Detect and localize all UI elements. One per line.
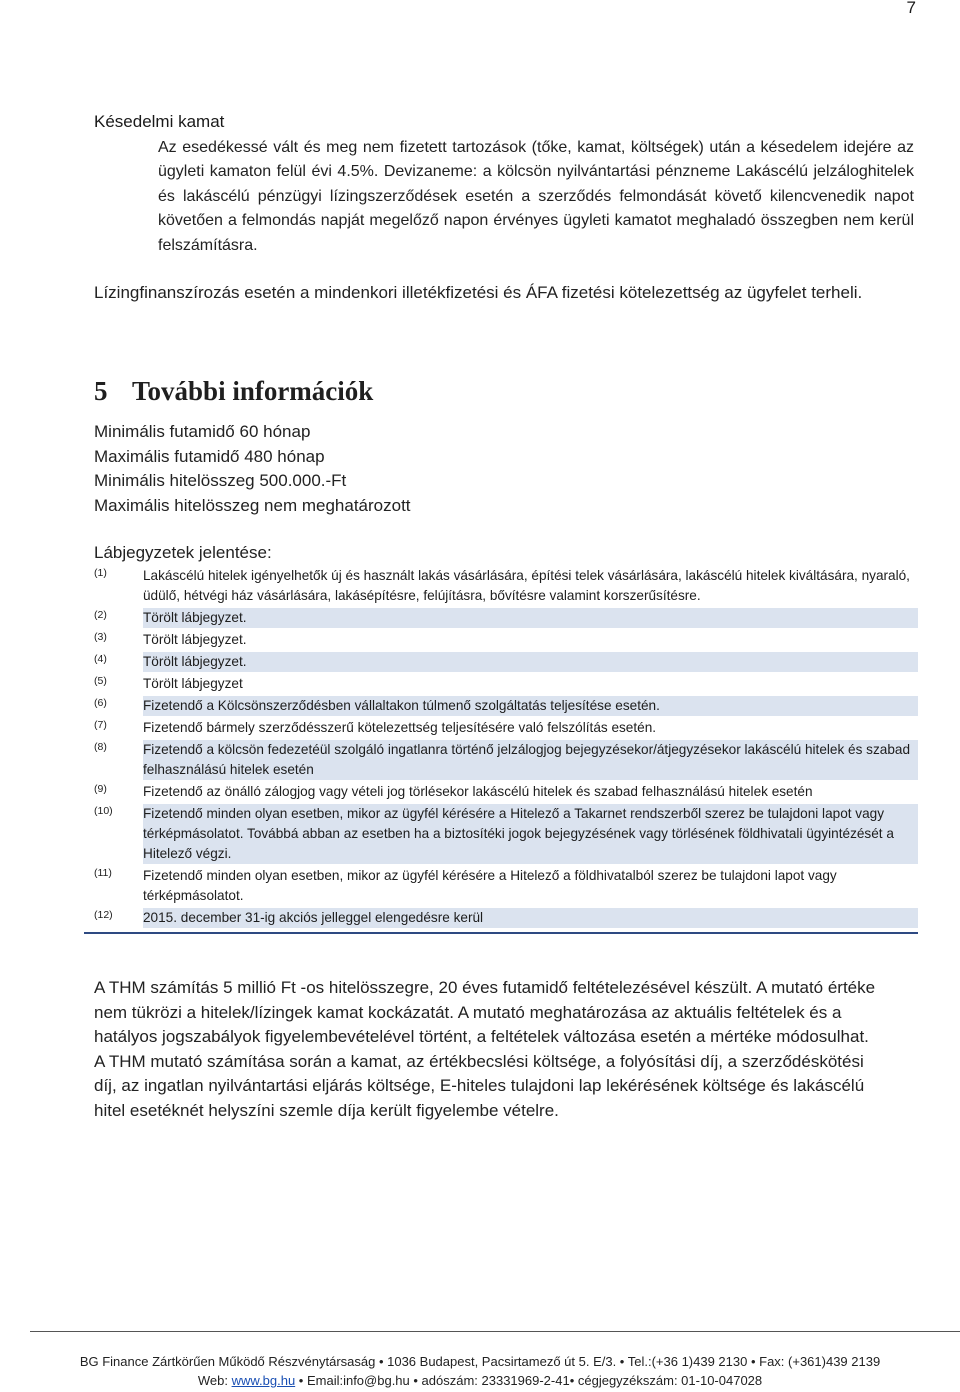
footnote-text: Törölt lábjegyzet <box>143 676 243 691</box>
footnotes-heading: Lábjegyzetek jelentése: <box>94 543 272 562</box>
footnotes-table <box>84 566 918 934</box>
thm-explanation <box>94 976 884 1124</box>
thm-paragraph-1: A THM számítás 5 millió Ft -os hitelösszegre, 20 éves futamidő feltételezésével készült. A mutató értéke nem tükrözi a hitelek/lízingek kamat kockázatát. A mutató meghatározása az aktuális feltételek és a hatályos jogszabályok figyelembevételével történt, a feltételek változása esetén a mértéke módosulhat. <box>94 978 876 1047</box>
footnote-row <box>84 718 918 738</box>
footnote-text: Fizetendő bármely szerződésszerű kötelezettség teljesítésére való felszólítás esetén. <box>143 720 657 735</box>
footnote-text: Fizetendő minden olyan esetben, mikor az ügyfél kérésére a Hitelező a Takarnet rendszerből szerez be tulajdoni lapot vagy térképmásolatot. Továbbá abban az esetben ha a biztosítéki jogok bejegyzésének vagy törlésének földhivatali ügyintézését a Hitelező végzi. <box>143 804 918 864</box>
page-footer <box>0 1352 960 1390</box>
footer-contact-line <box>0 1371 960 1390</box>
section-number: 5 <box>94 376 108 406</box>
footnote-row <box>84 804 918 864</box>
info-list <box>94 420 411 518</box>
late-interest-paragraph <box>158 136 914 258</box>
info-max-term: Maximális futamidő 480 hónap <box>94 446 325 466</box>
footnote-mark: (9) <box>94 783 107 795</box>
footnote-mark: (7) <box>94 719 107 731</box>
footnote-row <box>84 740 918 780</box>
section-heading <box>94 376 373 407</box>
footnote-mark: (3) <box>94 631 107 643</box>
footnote-row <box>84 908 918 932</box>
footer-divider <box>30 1331 960 1332</box>
footnote-mark: (2) <box>94 609 107 621</box>
info-max-amount: Maximális hitelösszeg nem meghatározott <box>94 495 411 515</box>
footnote-mark: (4) <box>94 653 107 665</box>
footnote-row <box>84 782 918 802</box>
footnote-text: Fizetendő a Kölcsönszerződésben vállaltakon túlmenő szolgáltatás teljesítése esetén. <box>143 696 918 716</box>
footnote-text: 2015. december 31-ig akciós jelleggel elengedésre kerül <box>143 908 918 928</box>
page-number: 7 <box>906 0 916 17</box>
section-title: További információk <box>132 376 374 406</box>
footnote-mark: (11) <box>94 867 112 879</box>
thm-paragraph-2: A THM mutató számítása során a kamat, az értékbecslési költsége, a folyósítási díj, a szerződéskötési díj, az ingatlan nyilvántartási eljárás költsége, E-hiteles tulajdoni lap lekérésének költsége és lakáscélú hitel esetéknét helyszíni szemle díja került figyelembe vételre. <box>94 1051 865 1120</box>
info-min-amount: Minimális hitelösszeg 500.000.-Ft <box>94 471 347 491</box>
footnote-row <box>84 674 918 694</box>
footnote-row <box>84 866 918 906</box>
footnote-text: Törölt lábjegyzet. <box>143 632 247 647</box>
footnote-mark: (10) <box>94 805 113 817</box>
leasing-note: Lízingfinanszírozás esetén a mindenkori illetékfizetési és ÁFA fizetési kötelezettség az ügyfelet terheli. <box>94 283 863 302</box>
footnote-mark: (1) <box>94 567 107 579</box>
footnote-row <box>84 652 918 672</box>
footnote-mark: (8) <box>94 741 107 753</box>
late-interest-text: Az esedékessé vált és meg nem fizetett tartozások (tőke, kamat, költségek) után a késedelem idejére az ügyleti kamaton felül évi 4.5%. Devizaneme: a kölcsön nyilvántartási pénzneme Lakáscélú jelzáloghitelek és lakáscélú pénzügyi lízingszerződések esetén a szerződés felmondását követő kilencvenedik napot követően a felmondás napját megelőző napon érvényes ügyleti kamatot meghaladó összegben nem kerül felszámításra. <box>158 139 914 254</box>
footnote-mark: (12) <box>94 909 113 921</box>
footnote-text: Fizetendő az önálló zálogjog vagy vételi jog törlésekor lakáscélú hitelek és szabad felhasználású hitelek esetén <box>143 784 813 799</box>
footnote-text: Fizetendő a kölcsön fedezetéül szolgáló ingatlanra történő jelzálogjog bejegyzésekor/átjegyzésekor lakáscélú hitelek és szabad felhasználású hitelek esetén <box>143 740 918 780</box>
footer-web-link[interactable]: www.bg.hu <box>231 1373 296 1388</box>
footer-contact-details: • Email:info@bg.hu • adószám: 23331969-2-41• cégjegyzékszám: 01-10-047028 <box>298 1373 763 1388</box>
footnote-row <box>84 566 918 606</box>
footnote-row <box>84 696 918 716</box>
footnote-mark: (5) <box>94 675 107 687</box>
footnote-row <box>84 608 918 628</box>
footer-web-label: Web: <box>197 1373 228 1388</box>
footnote-text: Lakáscélú hitelek igényelhetők új és használt lakás vásárlására, építési telek vásárlására, lakáscélú hitelek kiváltására, nyaraló, üdülő, hétvégi ház vásárlására, lakásépítésre, felújításra, bővítésre valamint korszerűsítésre. <box>143 568 910 603</box>
footnote-text: Törölt lábjegyzet. <box>143 608 918 628</box>
footer-company-line: BG Finance Zártkörűen Működő Részvénytársaság • 1036 Budapest, Pacsirtamező út 5. E/3. • Tel.:(+36 1)439 2130 • Fax: (+361)439 2139 <box>79 1354 881 1369</box>
info-min-term: Minimális futamidő 60 hónap <box>94 422 311 441</box>
late-interest-heading: Késedelmi kamat <box>94 112 225 131</box>
footnote-row <box>84 630 918 650</box>
footnote-text: Törölt lábjegyzet. <box>143 652 918 672</box>
footnote-mark: (6) <box>94 697 107 709</box>
footnote-text: Fizetendő minden olyan esetben, mikor az ügyfél kérésére a Hitelező a földhivatalból szerez be tulajdoni lapot vagy térképmásolatot. <box>143 868 837 903</box>
